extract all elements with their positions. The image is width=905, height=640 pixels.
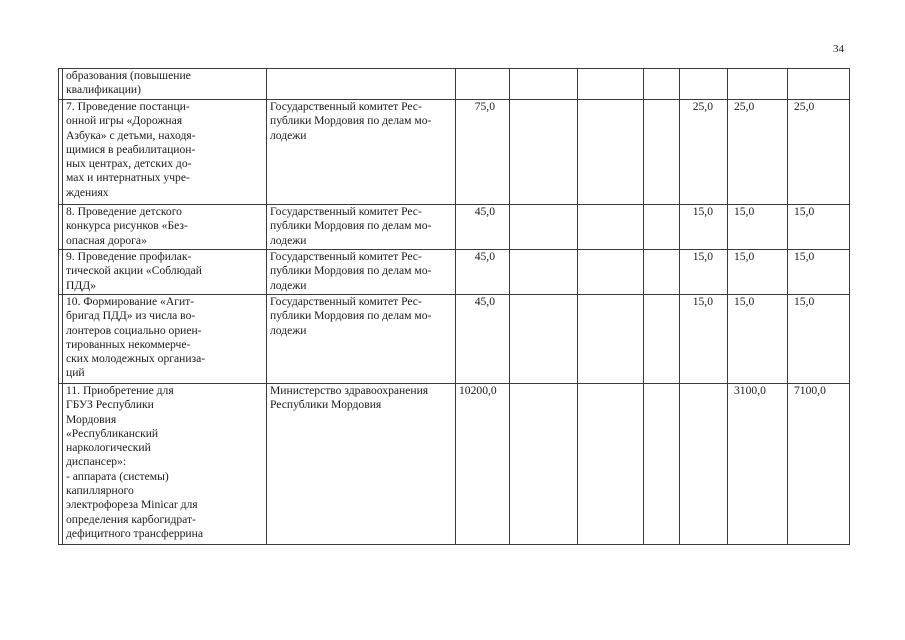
table-row [59, 100, 850, 205]
year-cell [510, 205, 578, 250]
executor-cell: Государственный комитет Рес- публики Мордовия по делам мо- лодежи [267, 250, 456, 295]
executor-cell: Государственный комитет Рес- публики Мордовия по делам мо- лодежи [267, 205, 456, 250]
activity-cell: 9. Проведение профилак- тической акции «Соблюдай ПДД» [63, 250, 267, 295]
year-cell [510, 69, 578, 100]
activity-cell: 7. Проведение постанци- онной игры «Дорожная Азбука» с детьми, находя- щимися в реабилитацион- ных центрах, детских до- мах и интернатных учре- ждениях [63, 100, 267, 205]
year-cell: 15,0 [788, 250, 850, 295]
year-cell [510, 250, 578, 295]
total-cell: 10200,0 [456, 384, 510, 545]
year-cell [680, 384, 728, 545]
executor-cell: Государственный комитет Рес- публики Мордовия по делам мо- лодежи [267, 100, 456, 205]
table-row [59, 384, 850, 545]
year-cell: 25,0 [680, 100, 728, 205]
year-cell: 25,0 [728, 100, 788, 205]
year-cell [578, 100, 644, 205]
year-cell [578, 205, 644, 250]
year-cell: 15,0 [728, 250, 788, 295]
year-cell [644, 384, 680, 545]
table-row [59, 295, 850, 384]
activity-cell: 8. Проведение детского конкурса рисунков «Без- опасная дорога» [63, 205, 267, 250]
year-cell [644, 100, 680, 205]
table-row [59, 69, 850, 100]
activity-cell: образования (повышение квалификации) [63, 69, 267, 100]
program-activities-table [58, 68, 850, 545]
table-row [59, 205, 850, 250]
activity-cell: 11. Приобретение для ГБУЗ Республики Мордовия «Республиканский наркологический диспансер»: - аппарата (системы) капиллярного электрофореза Minicar для определения карбогидрат- дефицитного трансферрина [63, 384, 267, 545]
year-cell: 15,0 [680, 295, 728, 384]
total-cell: 45,0 [456, 250, 510, 295]
year-cell: 7100,0 [788, 384, 850, 545]
year-cell: 15,0 [788, 295, 850, 384]
year-cell [644, 250, 680, 295]
year-cell [578, 69, 644, 100]
year-cell: 15,0 [788, 205, 850, 250]
executor-cell: Министерство здравоохранения Республики Мордовия [267, 384, 456, 545]
year-cell [578, 295, 644, 384]
table-row [59, 250, 850, 295]
total-cell: 45,0 [456, 205, 510, 250]
executor-cell: Государственный комитет Рес- публики Мордовия по делам мо- лодежи [267, 295, 456, 384]
year-cell: 25,0 [788, 100, 850, 205]
year-cell [644, 205, 680, 250]
year-cell: 15,0 [680, 250, 728, 295]
total-cell: 75,0 [456, 100, 510, 205]
year-cell [680, 69, 728, 100]
total-cell [456, 69, 510, 100]
year-cell: 15,0 [680, 205, 728, 250]
year-cell [644, 295, 680, 384]
year-cell [578, 384, 644, 545]
year-cell [578, 250, 644, 295]
year-cell [510, 100, 578, 205]
year-cell: 15,0 [728, 205, 788, 250]
page-number: 34 [833, 43, 844, 55]
year-cell [510, 384, 578, 545]
year-cell [728, 69, 788, 100]
year-cell [788, 69, 850, 100]
year-cell: 15,0 [728, 295, 788, 384]
year-cell [644, 69, 680, 100]
executor-cell [267, 69, 456, 100]
activity-cell: 10. Формирование «Агит- бригад ПДД» из числа во- лонтеров социально ориен- тированных некоммерче- ских молодежных организа- ций [63, 295, 267, 384]
total-cell: 45,0 [456, 295, 510, 384]
year-cell [510, 295, 578, 384]
year-cell: 3100,0 [728, 384, 788, 545]
